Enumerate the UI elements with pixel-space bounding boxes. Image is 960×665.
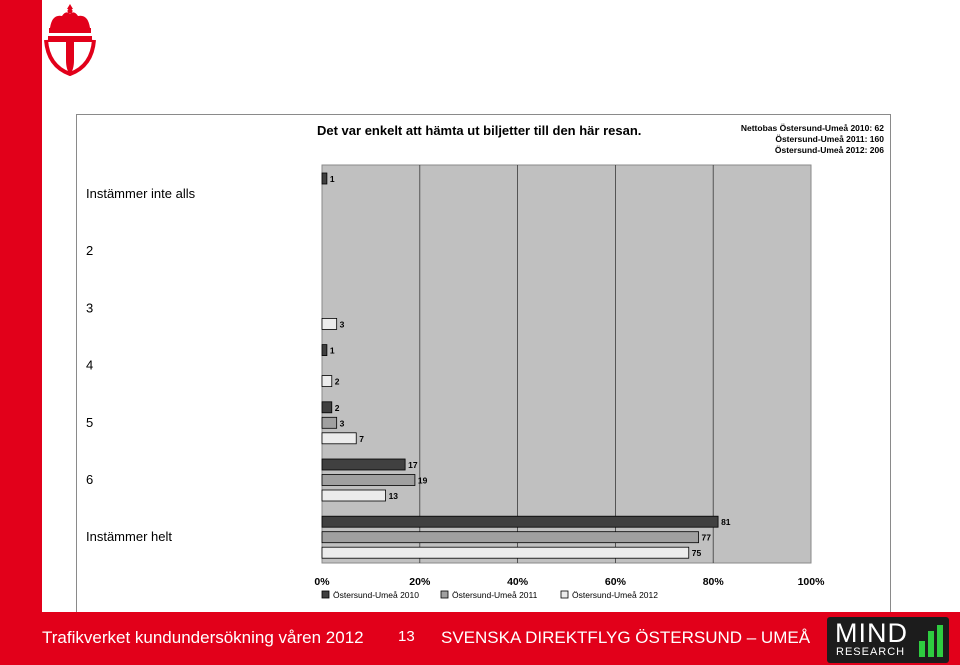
footer-subtitle: SVENSKA DIREKTFLYG ÖSTERSUND – UMEÅ xyxy=(441,628,811,647)
category-label: Instämmer inte alls xyxy=(86,186,196,201)
bar xyxy=(322,475,415,486)
data-label: 75 xyxy=(691,548,702,559)
x-tick-label: 40% xyxy=(507,576,529,588)
bar xyxy=(322,402,332,413)
data-label: 3 xyxy=(339,418,345,429)
chart-title: Det var enkelt att hämta ut biljetter till den här resan. xyxy=(317,123,642,138)
data-label: 81 xyxy=(721,517,731,528)
data-label: 19 xyxy=(417,475,428,486)
brand-name: MIND xyxy=(835,618,908,648)
bar xyxy=(322,318,337,329)
bar xyxy=(322,532,699,543)
legend-label: Östersund-Umeå 2011 xyxy=(452,590,538,600)
trafikverket-crown-logo xyxy=(40,2,100,76)
legend-swatch xyxy=(441,591,448,598)
legend-swatch xyxy=(561,591,568,598)
bar xyxy=(322,376,332,387)
mind-research-logo xyxy=(827,617,949,663)
bar xyxy=(322,173,327,184)
category-label: Instämmer helt xyxy=(86,529,172,545)
page-number: 13 xyxy=(398,628,415,645)
plot-area xyxy=(314,165,825,588)
left-accent-bar xyxy=(0,0,42,612)
data-label: 7 xyxy=(359,433,364,444)
legend-label: Östersund-Umeå 2010 xyxy=(333,590,419,600)
x-tick-label: 80% xyxy=(702,576,724,588)
category-label: 5 xyxy=(86,414,94,430)
data-label: 17 xyxy=(408,460,418,470)
category-labels xyxy=(86,186,196,544)
data-label: 3 xyxy=(339,319,345,330)
data-label: 1 xyxy=(329,345,335,356)
base-note xyxy=(741,123,884,155)
data-label: 1 xyxy=(329,174,335,184)
bar xyxy=(322,516,718,527)
base-note-line: Östersund-Umeå 2012: 206 xyxy=(774,145,884,155)
x-tick-label: 20% xyxy=(409,576,431,588)
plot-background xyxy=(322,165,811,563)
bar xyxy=(322,433,356,444)
x-tick-label: 100% xyxy=(797,576,825,588)
category-label: 3 xyxy=(86,300,94,316)
bar xyxy=(322,547,689,558)
chart-frame xyxy=(76,114,891,612)
legend-swatch xyxy=(322,591,329,598)
base-note-line: Nettobas Östersund-Umeå 2010: 62 xyxy=(740,123,884,133)
data-label: 2 xyxy=(334,402,340,413)
bar-chart xyxy=(77,115,892,613)
category-label: 6 xyxy=(86,472,94,487)
category-label: 4 xyxy=(86,357,94,373)
data-label: 2 xyxy=(334,376,340,387)
x-tick-label: 0% xyxy=(314,576,330,588)
brand-subtitle: RESEARCH xyxy=(836,646,906,658)
footer-bar xyxy=(0,612,960,665)
bar xyxy=(322,345,327,356)
bar-graph-icon xyxy=(917,623,945,659)
x-tick-label: 60% xyxy=(604,576,626,588)
category-label: 2 xyxy=(86,243,94,259)
bar xyxy=(322,417,337,428)
data-label: 77 xyxy=(701,532,711,543)
bar xyxy=(322,490,386,501)
data-label: 13 xyxy=(388,491,399,501)
footer-title: Trafikverket kundundersökning våren 2012 xyxy=(42,628,364,647)
base-note-line: Östersund-Umeå 2011: 160 xyxy=(775,134,884,144)
bar xyxy=(322,459,405,470)
legend xyxy=(322,590,658,600)
legend-label: Östersund-Umeå 2012 xyxy=(572,590,658,600)
